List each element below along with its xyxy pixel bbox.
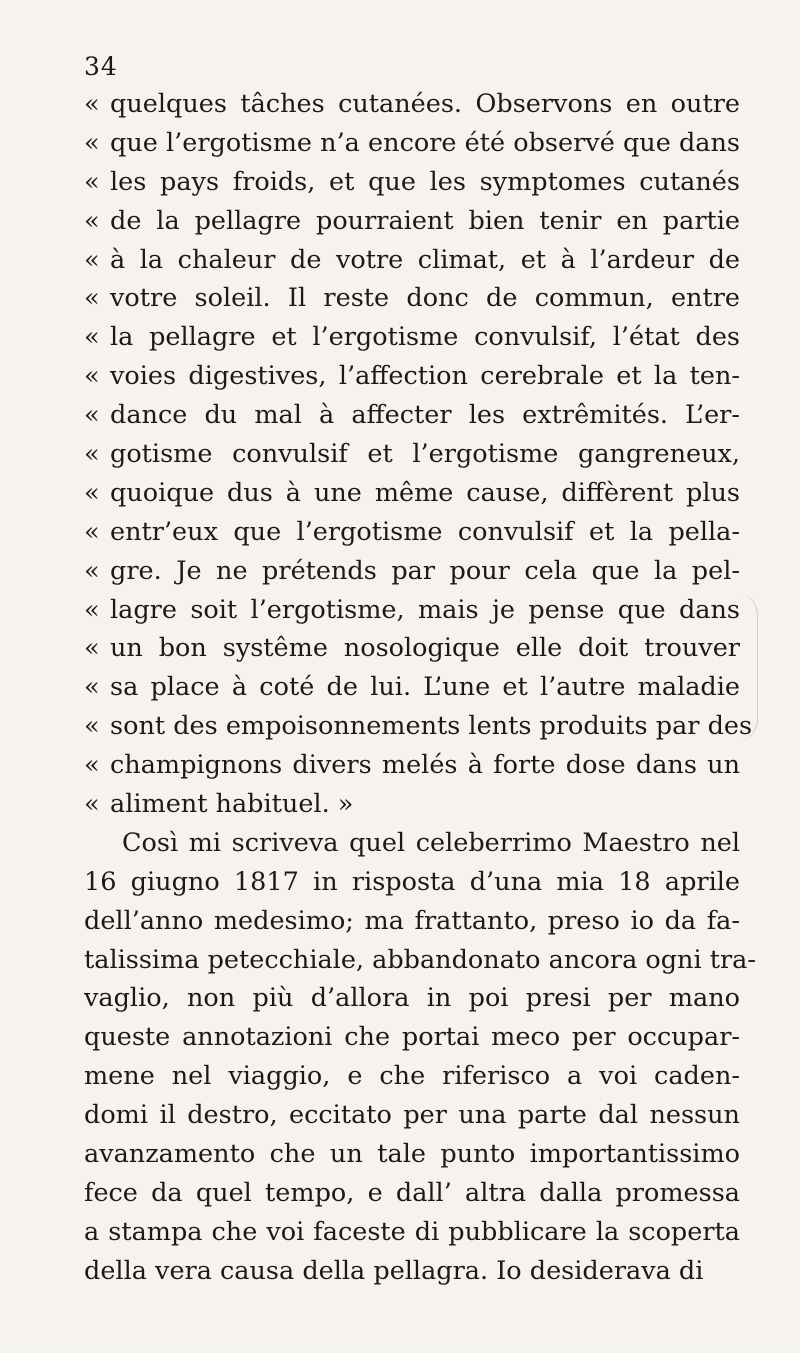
line-text: della vera causa della pellagra. Io desiderava di: [84, 1255, 704, 1286]
line-text: entr’eux que l’ergotisme convulsif et la pella-: [110, 516, 740, 547]
quote-mark: «: [84, 127, 100, 158]
line-text: 16 giugno 1817 in risposta d’una mia 18 aprile: [84, 866, 740, 897]
quote-mark: «: [84, 516, 100, 547]
line-text: Così mi scriveva quel celeberrimo Maestro nel: [122, 827, 740, 858]
line-text: sont des empoisonnements lents produits par des: [110, 711, 753, 742]
line-text: aliment habituel. »: [110, 789, 354, 820]
body-text: [84, 85, 756, 1291]
text-line: [84, 1096, 740, 1135]
text-line: [84, 396, 740, 435]
quote-mark: «: [84, 205, 100, 236]
quote-mark: «: [84, 594, 100, 625]
line-text: gotisme convulsif et l’ergotisme gangreneux,: [110, 439, 740, 470]
text-line: [84, 863, 740, 902]
text-line: [84, 435, 740, 474]
quote-mark: «: [84, 633, 100, 664]
text-line: [84, 746, 740, 785]
text-line: [84, 357, 740, 396]
text-line: [84, 1174, 740, 1213]
line-text: vaglio, non più d’allora in poi presi per mano: [84, 983, 740, 1014]
text-line: [84, 202, 740, 241]
text-line: [84, 1018, 740, 1057]
text-line: [84, 1057, 740, 1096]
line-text: champignons divers melés à forte dose dans un: [110, 750, 740, 781]
text-line: [84, 979, 740, 1018]
text-line: [84, 124, 740, 163]
margin-stain: [735, 592, 758, 742]
line-text: talissima petecchiale, abbandonato ancora ogni tra-: [84, 944, 756, 975]
quote-mark: «: [84, 166, 100, 197]
line-text: domi il destro, eccitato per una parte dal nessun: [84, 1100, 740, 1131]
line-text: gre. Je ne prétends par pour cela que la pel-: [110, 555, 740, 586]
line-text: à la chaleur de votre climat, et à l’ardeur de: [110, 244, 740, 275]
line-text: dance du mal à affecter les extrêmités. L’er-: [110, 400, 740, 431]
line-text: la pellagre et l’ergotisme convulsif, l’état des: [110, 322, 740, 353]
text-line: [84, 629, 740, 668]
text-line: [84, 85, 740, 124]
quote-mark: «: [84, 283, 100, 314]
text-line: [84, 474, 740, 513]
quote-mark: «: [84, 711, 100, 742]
line-text: quoique dus à une même cause, diffèrent plus: [110, 477, 740, 508]
line-text: a stampa che voi faceste di pubblicare la scoperta: [84, 1216, 740, 1247]
quote-mark: «: [84, 555, 100, 586]
line-text: un bon systême nosologique elle doit trouver: [110, 633, 740, 664]
text-line: [84, 241, 740, 280]
line-text: voies digestives, l’affection cerebrale et la ten-: [110, 361, 740, 392]
text-line: [84, 318, 740, 357]
text-line: [84, 824, 740, 863]
line-text: mene nel viaggio, e che riferisco a voi caden-: [84, 1061, 740, 1092]
line-text: sa place à coté de lui. L’une et l’autre maladie: [110, 672, 740, 703]
line-text: les pays froids, et que les symptomes cutanés: [110, 166, 740, 197]
quote-mark: «: [84, 89, 100, 119]
quote-mark: «: [84, 477, 100, 508]
text-line: [84, 513, 740, 552]
quote-mark: «: [84, 400, 100, 431]
quote-mark: «: [84, 361, 100, 392]
text-line: [84, 902, 740, 941]
quote-mark: «: [84, 672, 100, 703]
quote-mark: «: [84, 244, 100, 275]
line-text: votre soleil. Il reste donc de commun, entre: [110, 283, 740, 314]
text-line: [84, 1252, 740, 1291]
quote-mark: «: [84, 322, 100, 353]
line-text: fece da quel tempo, e dall’ altra dalla promessa: [84, 1177, 740, 1208]
text-line: [84, 1135, 740, 1174]
line-text: de la pellagre pourraient bien tenir en partie: [110, 205, 740, 236]
line-text: queste annotazioni che portai meco per occupar-: [84, 1022, 740, 1053]
text-line: [84, 785, 740, 824]
line-text: avanzamento che un tale punto importantissimo: [84, 1139, 740, 1170]
line-text: lagre soit l’ergotisme, mais je pense que dans: [110, 594, 740, 625]
page-number: 34: [84, 52, 118, 81]
text-line: [84, 552, 740, 591]
line-text: que l’ergotisme n’a encore été observé que dans: [110, 127, 740, 158]
line-text: quelques tâches cutanées. Observons en outre: [110, 89, 740, 119]
text-line: [84, 1213, 740, 1252]
text-line: [84, 163, 740, 202]
text-line: [84, 707, 753, 746]
quote-mark: «: [84, 789, 100, 820]
text-line: [84, 941, 756, 980]
text-line: [84, 279, 740, 318]
line-text: dell’anno medesimo; ma frattanto, preso io da fa-: [84, 905, 740, 936]
quote-mark: «: [84, 750, 100, 781]
text-line: [84, 591, 740, 630]
quote-mark: «: [84, 439, 100, 470]
text-line: [84, 668, 740, 707]
